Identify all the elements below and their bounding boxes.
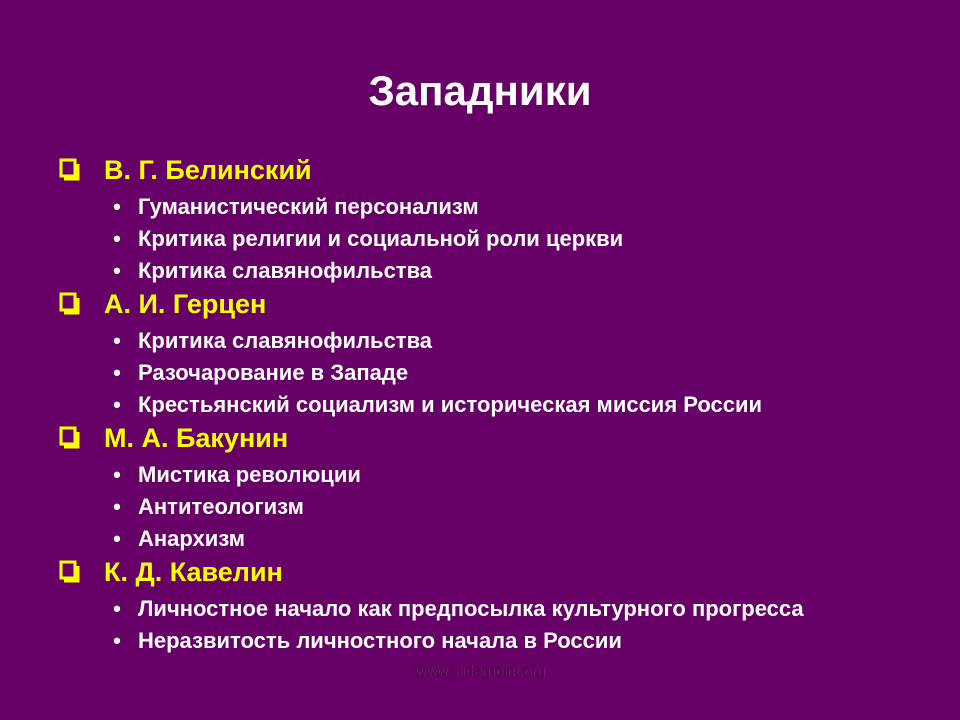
bullet-item (58, 462, 888, 487)
checkbox-square-icon (58, 291, 80, 317)
bullet-item (58, 328, 888, 353)
bullet-dot: • (113, 258, 121, 283)
bullet-list (58, 194, 938, 283)
bullet-text: Мистика революции (138, 462, 361, 487)
bullet-dot: • (113, 392, 121, 417)
section-heading-text: К. Д. Кавелин (104, 557, 283, 587)
bullet-item (58, 494, 888, 519)
bullet-dot: • (113, 226, 121, 251)
bullet-item (58, 596, 888, 621)
slide-title: Западники (368, 67, 592, 114)
section-bakunin (58, 421, 938, 551)
bullet-dot: • (113, 194, 121, 219)
bullet-list (58, 462, 938, 551)
bullet-text: Анархизм (138, 526, 245, 551)
section-heading-text: В. Г. Белинский (104, 155, 312, 185)
bullet-item (58, 194, 888, 219)
checkbox-square-icon (58, 559, 80, 585)
section-heading-text: М. А. Бакунин (104, 423, 289, 453)
bullet-text: Разочарование в Западе (138, 360, 409, 385)
bullet-text: Крестьянский социализм и историческая миссия России (138, 392, 763, 417)
section-herzen (58, 287, 938, 417)
section-heading-text: А. И. Герцен (104, 289, 267, 319)
bullet-text: Критика славянофильства (138, 258, 433, 283)
section-heading (58, 421, 938, 455)
bullet-dot: • (113, 494, 121, 519)
bullet-text: Критика религии и социальной роли церкви (138, 226, 624, 251)
bullet-item (58, 392, 888, 417)
watermark: www.sliderpoint.org (414, 663, 546, 680)
section-heading (58, 153, 938, 187)
bullet-text: Личностное начало как предпосылка культурного прогресса (138, 596, 804, 621)
bullet-dot: • (113, 628, 121, 653)
bullet-item (58, 258, 888, 283)
checkbox-square-icon (58, 157, 80, 183)
bullet-dot: • (113, 328, 121, 353)
section-kavelin (58, 555, 938, 653)
bullet-list (58, 328, 938, 417)
bullet-list (58, 596, 938, 653)
bullet-item (58, 360, 888, 385)
checkbox-square-icon (58, 425, 80, 451)
bullet-item (58, 226, 888, 251)
bullet-text: Антитеологизм (138, 494, 304, 519)
bullet-text: Критика славянофильства (138, 328, 433, 353)
bullet-item (58, 526, 888, 551)
bullet-dot: • (113, 360, 121, 385)
bullet-dot: • (113, 526, 121, 551)
bullet-text: Гуманистический персонализм (138, 194, 479, 219)
bullet-dot: • (113, 462, 121, 487)
section-belinsky (58, 153, 938, 283)
section-heading (58, 555, 938, 589)
bullet-item (58, 628, 888, 653)
bullet-dot: • (113, 596, 121, 621)
bullet-text: Неразвитость личностного начала в России (138, 628, 622, 653)
section-heading (58, 287, 938, 321)
